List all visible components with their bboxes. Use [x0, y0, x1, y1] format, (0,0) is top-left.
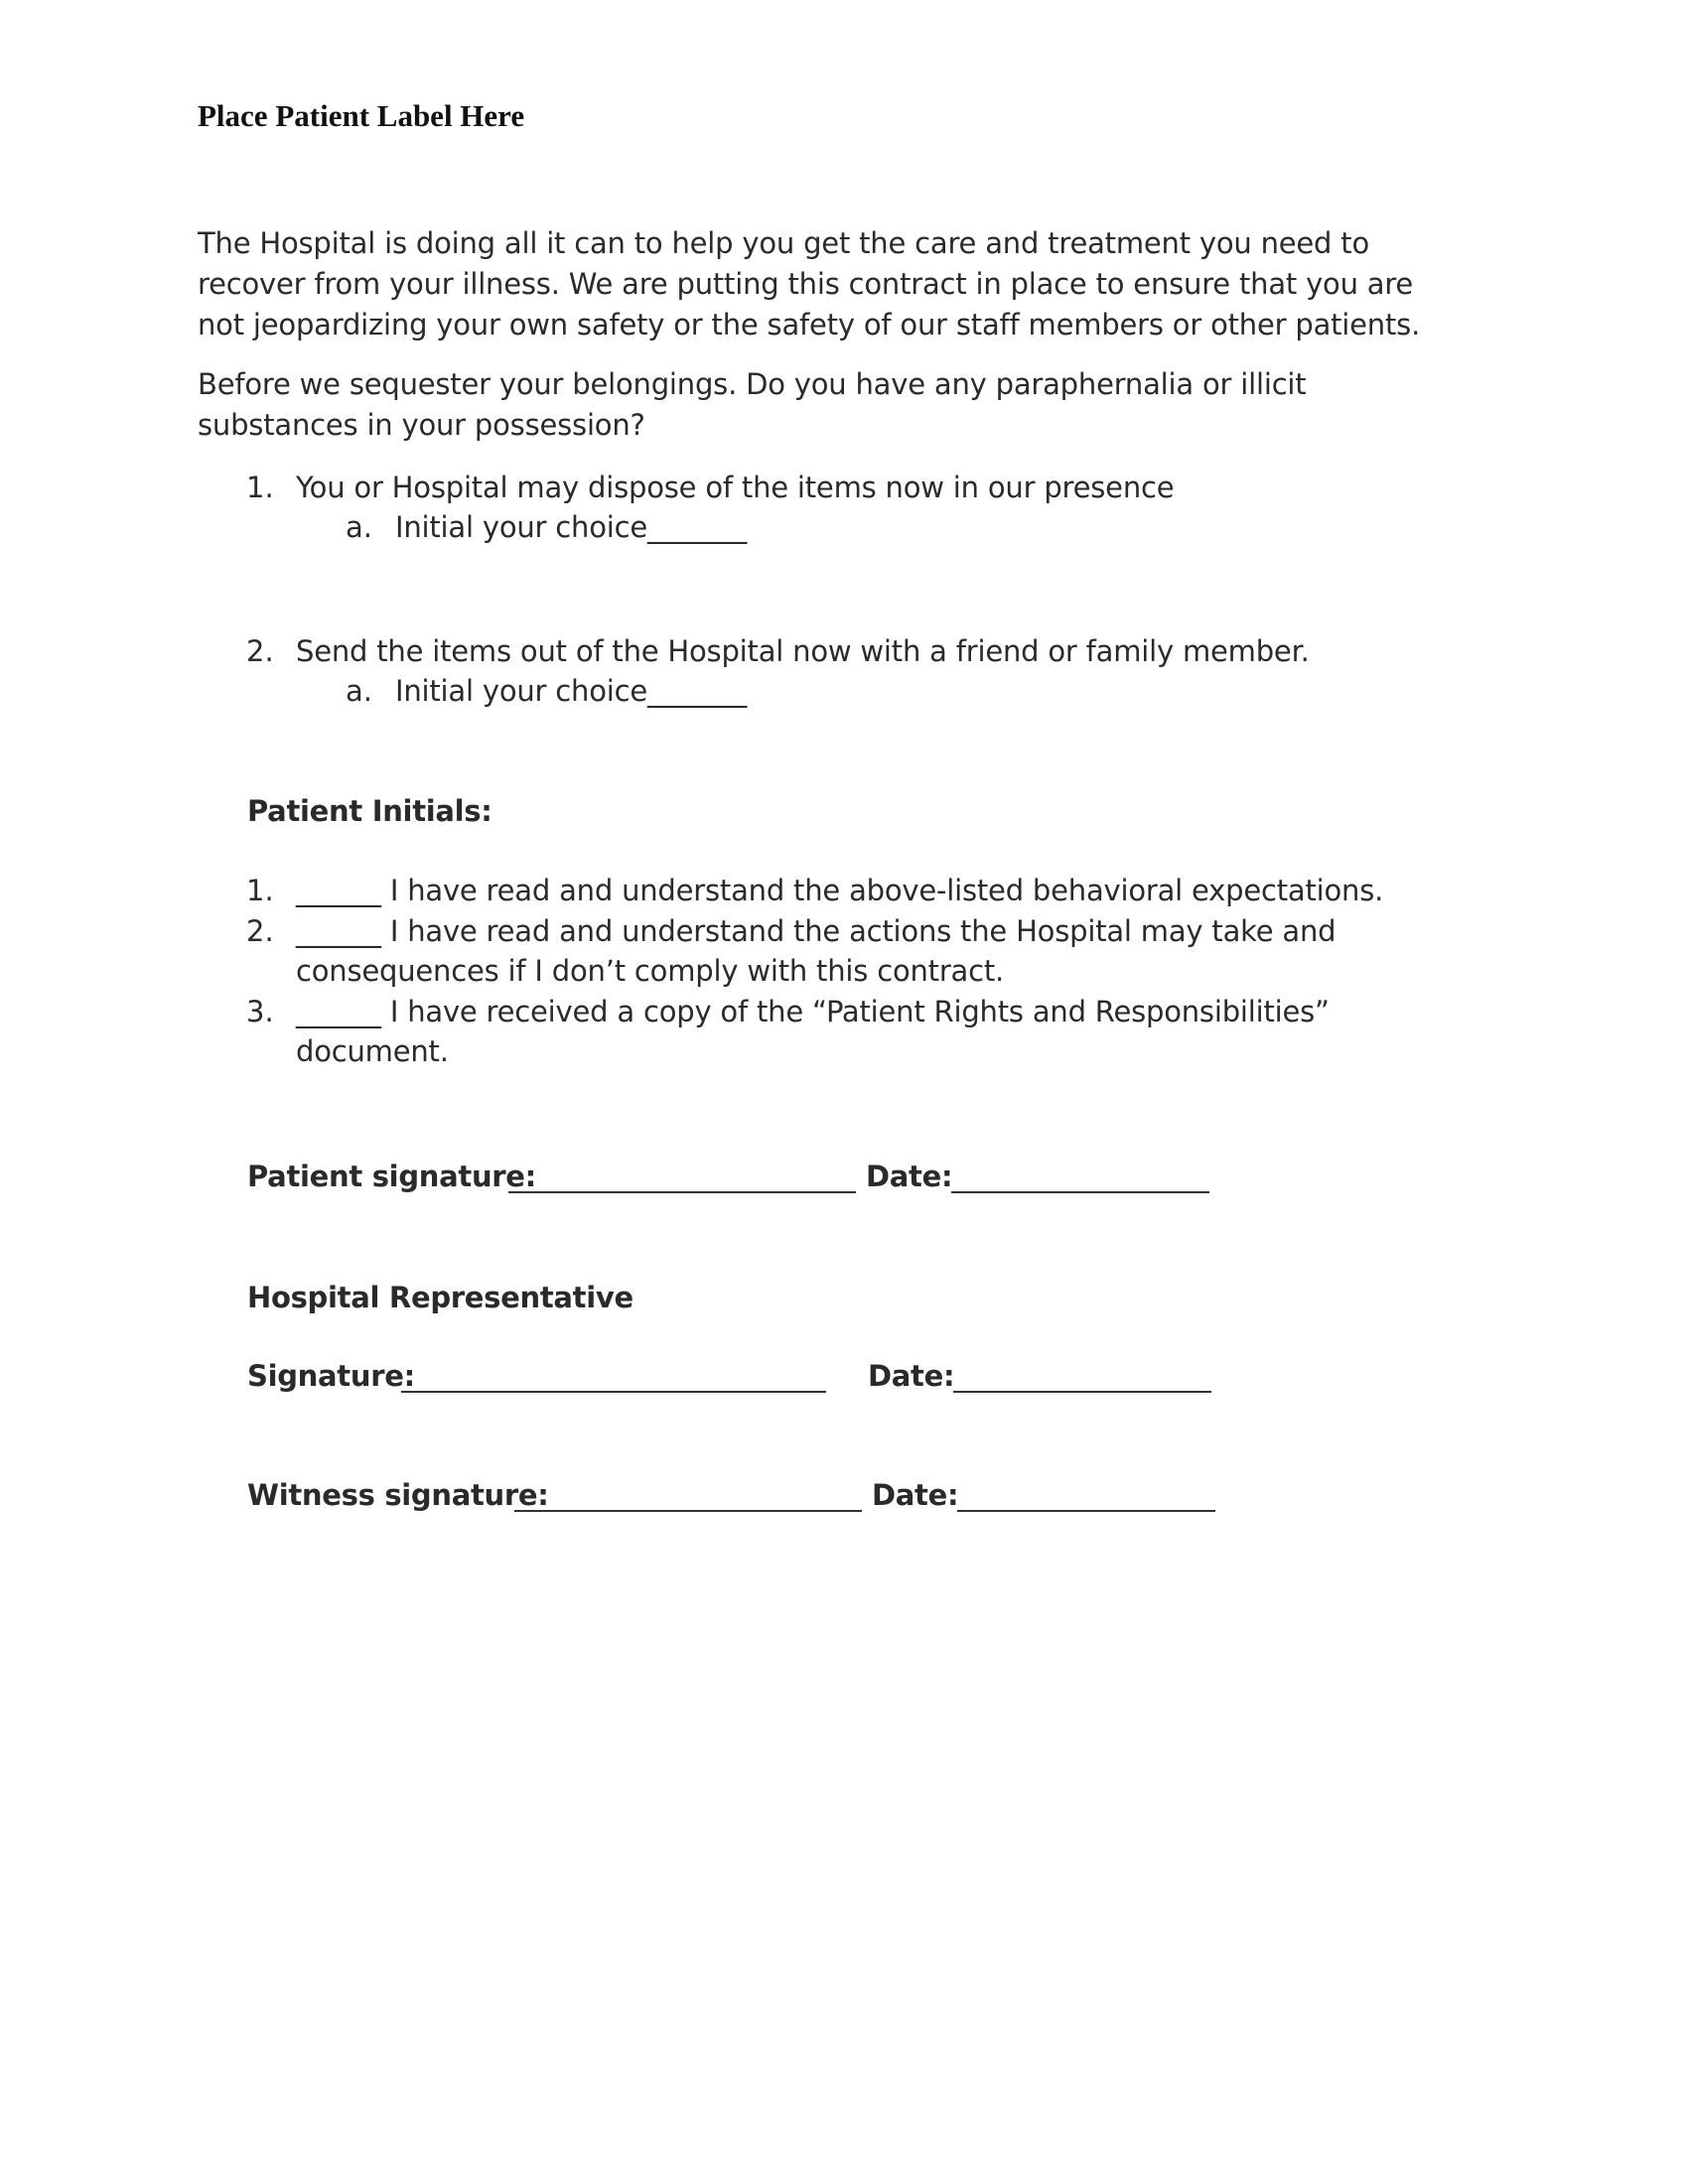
question-line: substances in your possession?	[198, 408, 645, 442]
initials-statement[interactable]: ______ I have received a copy of the “Patient Rights and Responsibilities”	[296, 995, 1330, 1028]
witness-date-line[interactable]	[957, 1510, 1215, 1512]
intro-line: not jeopardizing your own safety or the safety of our staff members or other patients.	[198, 308, 1421, 341]
initials-number: 1.	[246, 874, 274, 907]
choice-sub-letter: a.	[346, 510, 372, 544]
patient-signature-label: Patient signature:	[247, 1160, 536, 1193]
patient-signature-line[interactable]	[508, 1191, 856, 1193]
question-line: Before we sequester your belongings. Do you have any paraphernalia or illicit	[198, 367, 1307, 401]
initials-number: 3.	[246, 995, 274, 1028]
patient-label-placeholder: Place Patient Label Here	[198, 98, 525, 133]
patient-initials-heading: Patient Initials:	[247, 794, 492, 828]
intro-line: recover from your illness. We are putting this contract in place to ensure that you are	[198, 267, 1414, 301]
representative-signature-label: Signature:	[247, 1359, 415, 1393]
initials-statement-continued: consequences if I don’t comply with this contract.	[296, 954, 1005, 988]
initial-choice-field[interactable]: Initial your choice_______	[395, 674, 748, 708]
initials-statement[interactable]: ______ I have read and understand the actions the Hospital may take and	[296, 914, 1336, 948]
question-paragraph	[198, 364, 1488, 446]
intro-paragraph	[198, 223, 1488, 345]
choice-number: 1.	[246, 471, 274, 504]
patient-date-label: Date:	[866, 1160, 953, 1193]
choice-text: You or Hospital may dispose of the items now in our presence	[296, 471, 1175, 504]
hospital-representative-heading: Hospital Representative	[247, 1281, 633, 1314]
choice-number: 2.	[246, 634, 274, 668]
initial-choice-field[interactable]: Initial your choice_______	[395, 510, 748, 544]
initials-statement-continued: document.	[296, 1034, 449, 1068]
intro-line: The Hospital is doing all it can to help you get the care and treatment you need to	[198, 226, 1369, 260]
representative-date-line[interactable]	[953, 1391, 1211, 1393]
witness-date-label: Date:	[872, 1478, 959, 1512]
choice-sub-letter: a.	[346, 674, 372, 708]
representative-signature-line[interactable]	[401, 1391, 826, 1393]
initials-number: 2.	[246, 914, 274, 948]
witness-signature-label: Witness signature:	[247, 1478, 549, 1512]
witness-signature-line[interactable]	[514, 1510, 862, 1512]
initials-statement[interactable]: ______ I have read and understand the above-listed behavioral expectations.	[296, 874, 1384, 907]
choice-text: Send the items out of the Hospital now with a friend or family member.	[296, 634, 1310, 668]
patient-date-line[interactable]	[951, 1191, 1209, 1193]
representative-date-label: Date:	[868, 1359, 955, 1393]
